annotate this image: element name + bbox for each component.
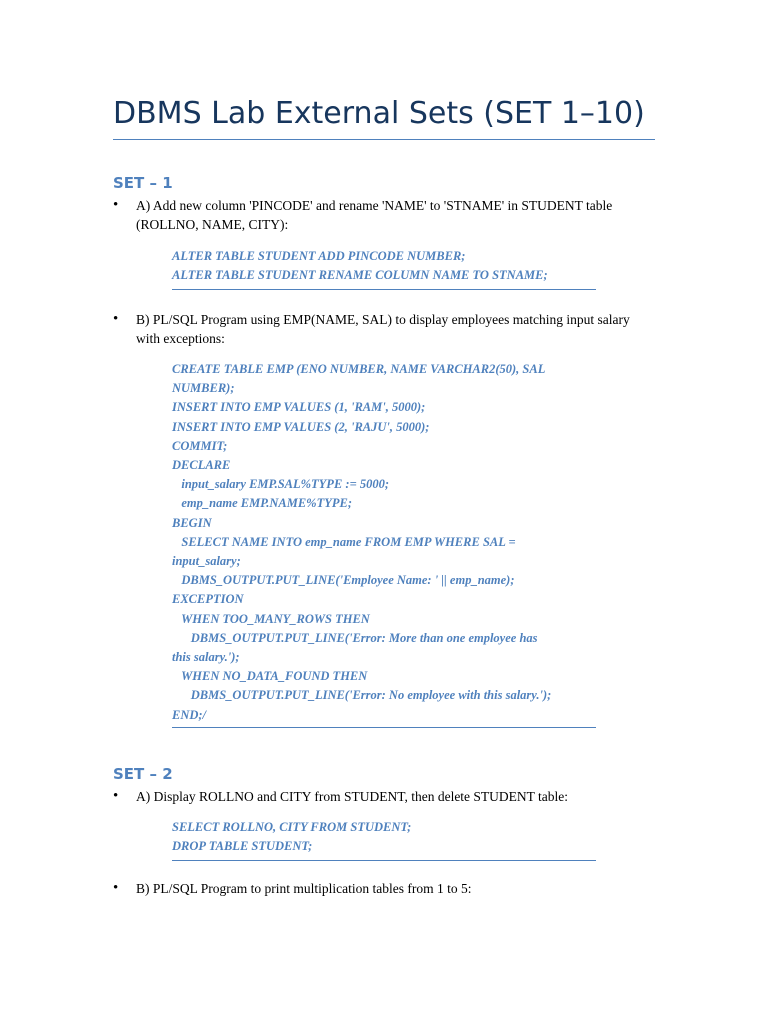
set-2-item-b-description bbox=[136, 879, 656, 898]
set-1-item-b-description bbox=[136, 310, 656, 348]
description-line: A) Add new column 'PINCODE' and rename 'NAME' to 'STNAME' in STUDENT table bbox=[136, 198, 613, 213]
description-line: B) PL/SQL Program to print multiplication tables from 1 to 5: bbox=[136, 881, 472, 896]
set-1-item-b-code bbox=[172, 360, 596, 725]
code-line: INSERT INTO EMP VALUES (1, 'RAM', 5000); bbox=[172, 400, 426, 415]
bullet-icon: • bbox=[113, 197, 119, 213]
bullet-icon: • bbox=[113, 311, 119, 327]
code-line: EXCEPTION bbox=[172, 592, 244, 607]
set-2-heading: SET – 2 bbox=[113, 765, 173, 783]
code-line: input_salary EMP.SAL%TYPE := 5000; bbox=[172, 477, 389, 492]
code-line: emp_name EMP.NAME%TYPE; bbox=[172, 496, 352, 511]
code-line: this salary.'); bbox=[172, 650, 240, 665]
set-1-item-a-description bbox=[136, 196, 656, 234]
description-line: with exceptions: bbox=[136, 331, 225, 346]
code-line: COMMIT; bbox=[172, 438, 228, 453]
code-line: SELECT ROLLNO, CITY FROM STUDENT; bbox=[172, 820, 412, 834]
description-line: (ROLLNO, NAME, CITY): bbox=[136, 217, 289, 232]
code-line: DROP TABLE STUDENT; bbox=[172, 839, 313, 854]
code-line: INSERT INTO EMP VALUES (2, 'RAJU', 5000); bbox=[172, 419, 430, 434]
set-2-item-a-code bbox=[172, 818, 596, 856]
code-line: DBMS_OUTPUT.PUT_LINE('Error: No employee with this salary.'); bbox=[172, 688, 552, 703]
code-line: DBMS_OUTPUT.PUT_LINE('Error: More than one employee has bbox=[172, 630, 538, 645]
code-line: WHEN TOO_MANY_ROWS THEN bbox=[172, 611, 370, 626]
set-2-item-a-description bbox=[136, 787, 656, 806]
code-block-rule bbox=[172, 289, 596, 290]
code-line: NUMBER); bbox=[172, 381, 235, 396]
title-underline bbox=[113, 139, 655, 140]
set-1-heading: SET – 1 bbox=[113, 174, 173, 192]
code-line: ALTER TABLE STUDENT ADD PINCODE NUMBER; bbox=[172, 249, 466, 263]
bullet-icon: • bbox=[113, 788, 119, 804]
code-line: WHEN NO_DATA_FOUND THEN bbox=[172, 669, 368, 684]
code-line: input_salary; bbox=[172, 554, 241, 569]
description-line: A) Display ROLLNO and CITY from STUDENT, then delete STUDENT table: bbox=[136, 789, 569, 804]
code-block-rule bbox=[172, 727, 596, 728]
code-line: CREATE TABLE EMP (ENO NUMBER, NAME VARCHAR2(50), SAL bbox=[172, 362, 546, 376]
bullet-icon: • bbox=[113, 880, 119, 896]
code-line: BEGIN bbox=[172, 515, 212, 530]
code-line: SELECT NAME INTO emp_name FROM EMP WHERE SAL = bbox=[172, 534, 516, 549]
set-1-item-a-code bbox=[172, 247, 596, 285]
code-line: DBMS_OUTPUT.PUT_LINE('Employee Name: ' || emp_name); bbox=[172, 573, 515, 588]
code-line: DECLARE bbox=[172, 458, 231, 473]
description-line: B) PL/SQL Program using EMP(NAME, SAL) to display employees matching input salary bbox=[136, 312, 630, 327]
code-block-rule bbox=[172, 860, 596, 861]
code-line: END;/ bbox=[172, 707, 207, 722]
document-title: DBMS Lab External Sets (SET 1–10) bbox=[113, 96, 645, 131]
code-line: ALTER TABLE STUDENT RENAME COLUMN NAME TO STNAME; bbox=[172, 268, 548, 283]
